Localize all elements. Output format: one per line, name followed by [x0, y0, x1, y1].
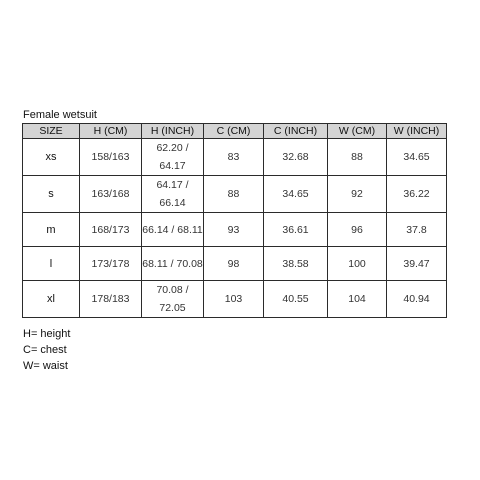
cell-chest-cm: 83 — [204, 139, 264, 176]
cell-waist-cm: 88 — [328, 139, 387, 176]
cell-chest-inch: 36.61 — [264, 213, 328, 247]
table-row — [23, 247, 447, 281]
header-waist-cm: W (CM) — [328, 124, 387, 139]
header-size: SIZE — [23, 124, 80, 139]
cell-chest-cm: 88 — [204, 176, 264, 213]
cell-chest-inch: 32.68 — [264, 139, 328, 176]
cell-height-inch: 62.20 / 64.17 — [142, 139, 204, 176]
cell-height-inch: 68.11 / 70.08 — [142, 247, 204, 281]
cell-waist-inch: 37.8 — [387, 213, 447, 247]
abbreviation-legend — [23, 326, 70, 374]
cell-waist-inch: 34.65 — [387, 139, 447, 176]
cell-waist-inch: 36.22 — [387, 176, 447, 213]
cell-chest-cm: 103 — [204, 281, 264, 318]
table-row — [23, 176, 447, 213]
cell-size: l — [23, 247, 80, 281]
legend-chest: C= chest — [23, 344, 67, 356]
header-height-cm: H (CM) — [80, 124, 142, 139]
cell-waist-cm: 100 — [328, 247, 387, 281]
header-waist-inch: W (INCH) — [387, 124, 447, 139]
header-chest-inch: C (INCH) — [264, 124, 328, 139]
cell-chest-inch: 38.58 — [264, 247, 328, 281]
cell-waist-cm: 96 — [328, 213, 387, 247]
table-header-row — [23, 124, 447, 139]
cell-height-inch: 70.08 / 72.05 — [142, 281, 204, 318]
cell-height-cm: 178/183 — [80, 281, 142, 318]
cell-waist-cm: 92 — [328, 176, 387, 213]
size-chart-table — [22, 123, 447, 318]
table-row — [23, 213, 447, 247]
table-row — [23, 139, 447, 176]
cell-size: m — [23, 213, 80, 247]
cell-chest-inch: 34.65 — [264, 176, 328, 213]
cell-chest-cm: 93 — [204, 213, 264, 247]
cell-chest-cm: 98 — [204, 247, 264, 281]
legend-waist: W= waist — [23, 360, 68, 372]
cell-height-cm: 168/173 — [80, 213, 142, 247]
cell-chest-inch: 40.55 — [264, 281, 328, 318]
cell-height-inch: 66.14 / 68.11 — [142, 213, 204, 247]
cell-size: s — [23, 176, 80, 213]
legend-height: H= height — [23, 328, 71, 340]
cell-height-cm: 158/163 — [80, 139, 142, 176]
cell-waist-inch: 40.94 — [387, 281, 447, 318]
table-caption: Female wetsuit — [23, 109, 97, 121]
cell-size: xs — [23, 139, 80, 176]
cell-height-cm: 173/178 — [80, 247, 142, 281]
table-row — [23, 281, 447, 318]
cell-height-inch: 64.17 / 66.14 — [142, 176, 204, 213]
cell-size: xl — [23, 281, 80, 318]
header-height-inch: H (INCH) — [142, 124, 204, 139]
cell-waist-cm: 104 — [328, 281, 387, 318]
cell-waist-inch: 39.47 — [387, 247, 447, 281]
header-chest-cm: C (CM) — [204, 124, 264, 139]
cell-height-cm: 163/168 — [80, 176, 142, 213]
